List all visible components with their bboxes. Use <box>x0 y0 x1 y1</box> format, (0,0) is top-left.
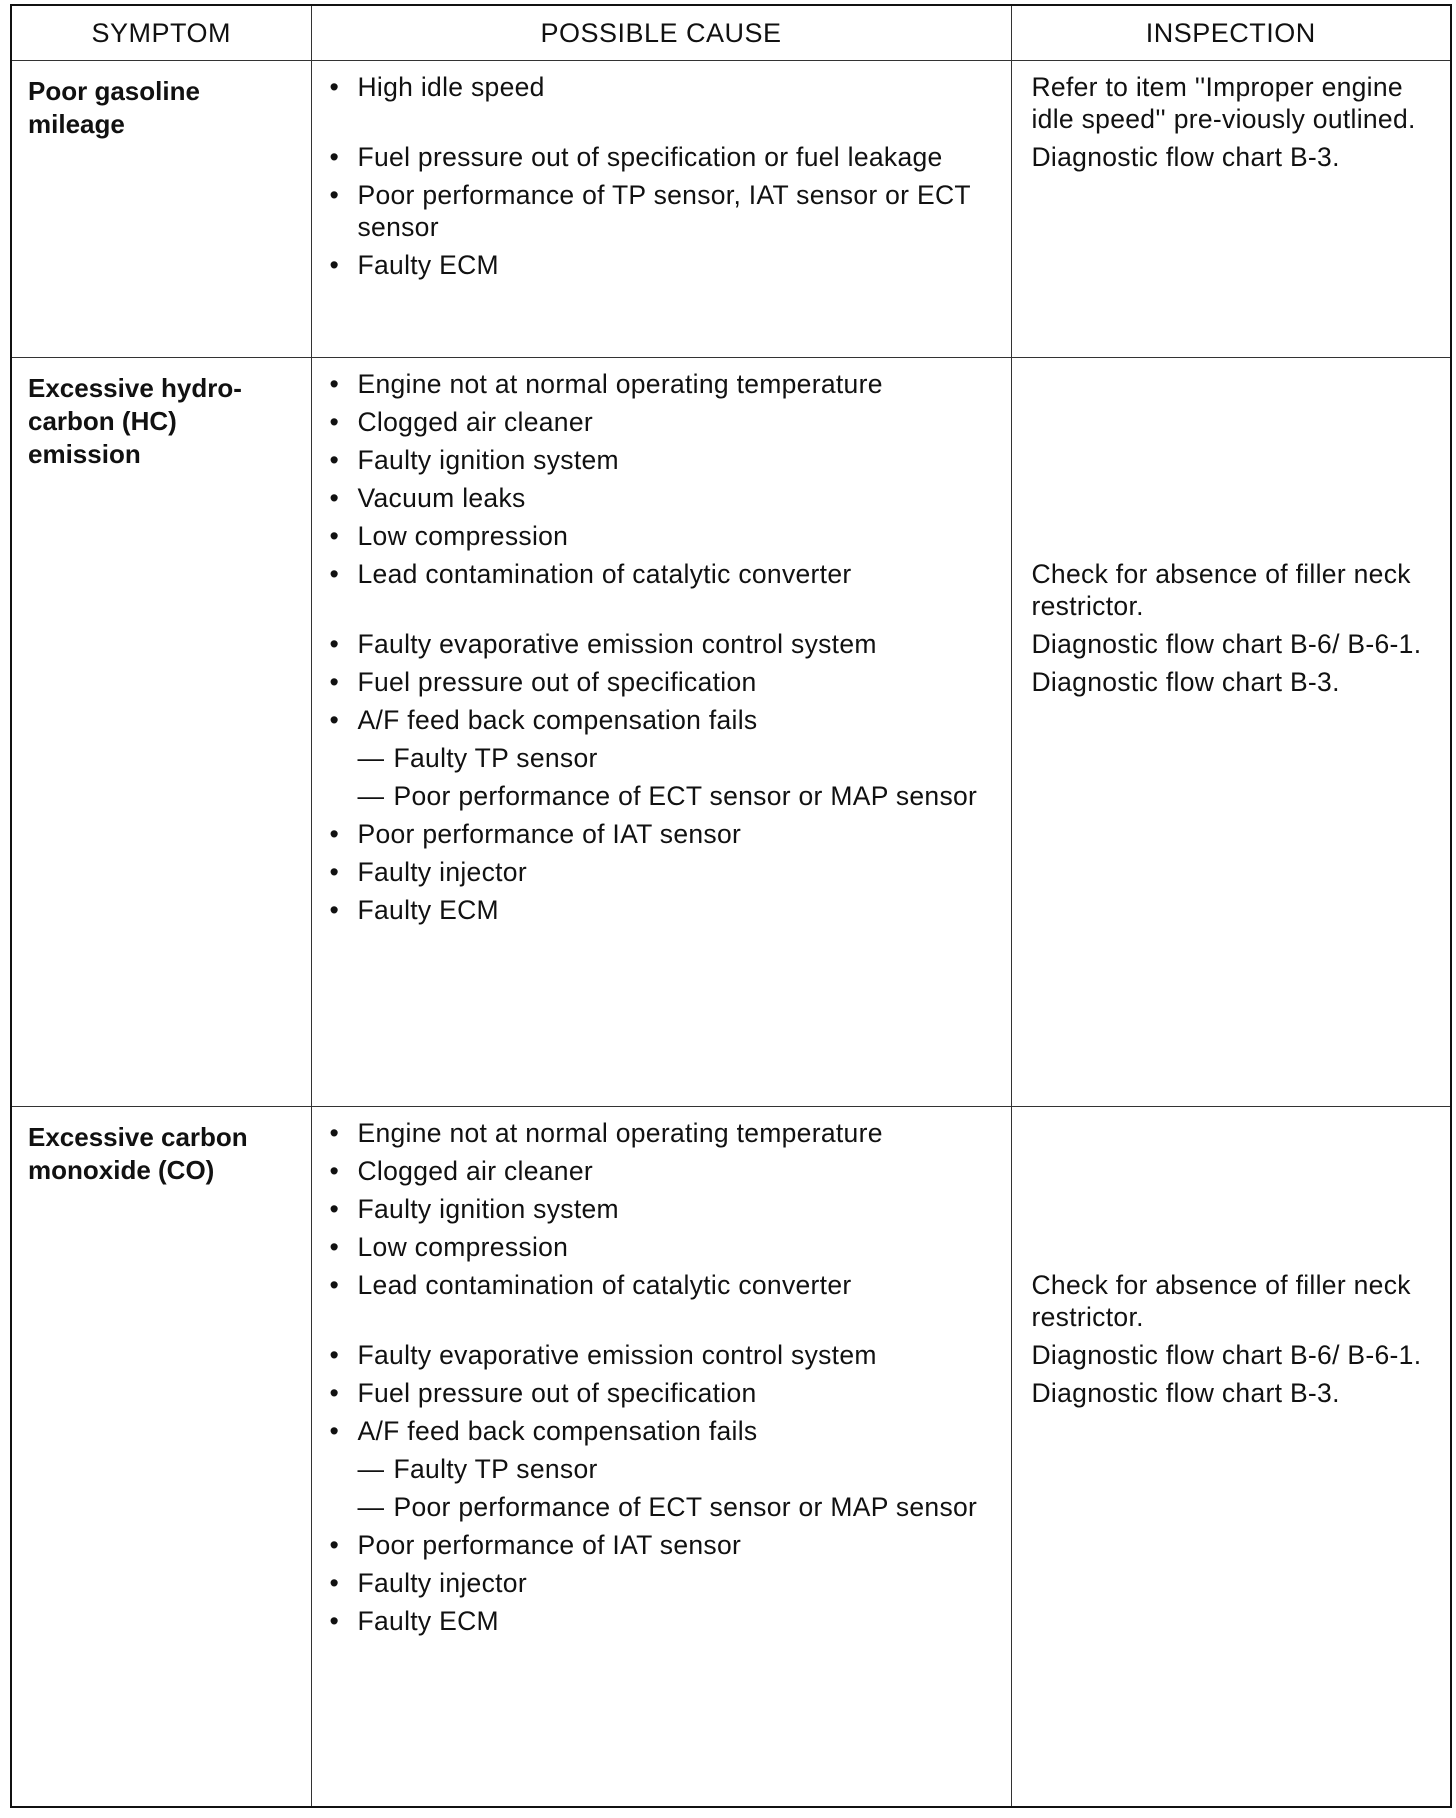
inspection-cell <box>1011 61 1451 358</box>
possible-cause-cell <box>311 358 1011 1107</box>
inspection-text: Diagnostic flow chart B-6/ B-6-1. <box>1031 1340 1422 1371</box>
inspection-text <box>1032 894 1443 926</box>
inspection-text <box>1032 780 1443 812</box>
dash-icon: — <box>357 743 385 774</box>
cause-text: Fuel pressure out of specification <box>357 1378 757 1409</box>
bullet-icon: • <box>329 1118 340 1149</box>
inspection-text <box>1032 1117 1443 1149</box>
bullet-icon: • <box>329 1232 340 1263</box>
bullet-icon: • <box>329 667 340 698</box>
cause-item <box>330 894 1001 926</box>
bullet-icon: • <box>329 407 340 438</box>
symptom-text: Excessive hydro-carbon (HC) emission <box>28 373 242 470</box>
inspection-text <box>1032 249 1443 281</box>
dash-icon: — <box>357 781 385 812</box>
inspection-text <box>1032 1529 1443 1561</box>
cause-item <box>330 628 1001 660</box>
inspection-text <box>1032 520 1443 552</box>
bullet-icon: • <box>329 180 340 210</box>
cause-text: Faulty evaporative emission control system <box>357 1340 877 1371</box>
symptom-text: Excessive carbon monoxide (CO) <box>28 1122 248 1186</box>
table-body <box>11 61 1451 1808</box>
inspection-text <box>1032 856 1443 888</box>
cause-item <box>330 1155 1001 1187</box>
dash-icon: — <box>357 1492 385 1523</box>
inspection-cell <box>1011 1107 1451 1807</box>
inspection-text <box>1032 1453 1443 1485</box>
cause-text: Faulty ignition system <box>357 1194 619 1225</box>
inspection-text <box>1032 1155 1443 1187</box>
inspection-text: Diagnostic flow chart B-3. <box>1031 667 1340 698</box>
bullet-icon: • <box>329 1606 340 1637</box>
cause-item <box>330 818 1001 850</box>
sub-cause-item <box>330 1453 1001 1485</box>
inspection-text <box>1032 818 1443 850</box>
inspection-text <box>1032 704 1443 736</box>
sub-cause-item <box>330 780 1001 812</box>
inspection-text <box>1032 1193 1443 1225</box>
cause-item <box>330 1269 1001 1333</box>
cause-item <box>330 1117 1001 1149</box>
inspection-text <box>1032 368 1443 400</box>
cause-item <box>330 1377 1001 1409</box>
cause-text: Faulty TP sensor <box>393 1454 598 1485</box>
cause-text: Faulty ECM <box>357 1606 499 1637</box>
cause-item <box>330 1529 1001 1561</box>
bullet-icon: • <box>329 142 340 172</box>
cause-text: Faulty ECM <box>357 250 499 280</box>
cause-item <box>330 558 1001 622</box>
inspection-cell <box>1011 358 1451 1107</box>
bullet-icon: • <box>329 1340 340 1371</box>
symptom-cell <box>11 358 311 1107</box>
inspection-text <box>1032 406 1443 438</box>
bullet-icon: • <box>329 1530 340 1561</box>
diagnosis-table-page <box>10 4 1450 1808</box>
cause-text: Poor performance of IAT sensor <box>357 819 742 850</box>
cause-item <box>330 666 1001 698</box>
cause-text: Faulty evaporative emission control system <box>357 629 877 660</box>
cause-text: Faulty injector <box>357 1568 527 1599</box>
cause-text: Faulty ignition system <box>357 445 619 476</box>
cause-text: Low compression <box>357 521 569 552</box>
cause-text: Poor performance of TP sensor, IAT sensor or ECT sensor <box>357 180 971 242</box>
cause-text: High idle speed <box>357 72 545 102</box>
possible-cause-cell <box>311 1107 1011 1807</box>
possible-cause-cell <box>311 61 1011 358</box>
dash-icon: — <box>357 1454 385 1485</box>
bullet-icon: • <box>329 1568 340 1599</box>
bullet-icon: • <box>329 629 340 660</box>
cause-item <box>330 71 1001 135</box>
cause-text: Poor performance of IAT sensor <box>357 1530 742 1561</box>
sub-cause-item <box>330 742 1001 774</box>
bullet-icon: • <box>329 857 340 888</box>
inspection-text <box>1032 742 1443 774</box>
header-possible-cause: POSSIBLE CAUSE <box>311 5 1011 61</box>
cause-text: Clogged air cleaner <box>357 407 594 438</box>
cause-text: Poor performance of ECT sensor or MAP sensor <box>393 1492 978 1523</box>
inspection-text <box>1032 444 1443 476</box>
inspection-text: Diagnostic flow chart B-3. <box>1031 1378 1340 1409</box>
inspection-text: Diagnostic flow chart B-6/ B-6-1. <box>1031 629 1422 660</box>
cause-text: Engine not at normal operating temperature <box>357 1118 883 1149</box>
inspection-text: Refer to item ''Improper engine idle speed'' pre-viously outlined. <box>1031 72 1416 134</box>
cause-item <box>330 1339 1001 1371</box>
cause-item <box>330 368 1001 400</box>
inspection-text <box>1032 1415 1443 1447</box>
cause-item <box>330 520 1001 552</box>
sub-cause-item <box>330 1491 1001 1523</box>
bullet-icon: • <box>329 250 340 280</box>
bullet-icon: • <box>329 369 340 400</box>
table-row <box>11 1107 1451 1807</box>
cause-item <box>330 1567 1001 1599</box>
cause-item <box>330 1193 1001 1225</box>
inspection-text: Check for absence of filler neck restrictor. <box>1031 1270 1411 1333</box>
header-inspection: INSPECTION <box>1011 5 1451 61</box>
header-row <box>11 5 1451 61</box>
inspection-text <box>1032 1605 1443 1637</box>
cause-item <box>330 482 1001 514</box>
bullet-icon: • <box>329 895 340 926</box>
cause-item <box>330 249 1001 281</box>
bullet-icon: • <box>329 1378 340 1409</box>
bullet-icon: • <box>329 819 340 850</box>
bullet-icon: • <box>329 72 340 102</box>
cause-text: A/F feed back compensation fails <box>357 1416 758 1447</box>
cause-item <box>330 1415 1001 1447</box>
bullet-icon: • <box>329 1156 340 1187</box>
cause-text: Poor performance of ECT sensor or MAP sensor <box>393 781 978 812</box>
bullet-icon: • <box>329 1416 340 1447</box>
inspection-text <box>1032 1231 1443 1263</box>
cause-text: Engine not at normal operating temperature <box>357 369 883 400</box>
cause-text: Fuel pressure out of specification <box>357 667 757 698</box>
cause-text: Low compression <box>357 1232 569 1263</box>
cause-text: A/F feed back compensation fails <box>357 705 758 736</box>
inspection-text: Check for absence of filler neck restrictor. <box>1031 559 1411 622</box>
cause-item <box>330 1231 1001 1263</box>
cause-item <box>330 1605 1001 1637</box>
header-symptom: SYMPTOM <box>11 5 311 61</box>
bullet-icon: • <box>329 705 340 736</box>
cause-text: Vacuum leaks <box>357 483 526 514</box>
bullet-icon: • <box>329 521 340 552</box>
cause-text: Lead contamination of catalytic converter <box>357 1270 852 1301</box>
symptom-cell <box>11 61 311 358</box>
cause-text: Lead contamination of catalytic converter <box>357 559 852 590</box>
cause-item <box>330 704 1001 736</box>
bullet-icon: • <box>329 559 340 590</box>
bullet-icon: • <box>329 445 340 476</box>
table-row <box>11 61 1451 358</box>
cause-item <box>330 141 1001 173</box>
inspection-text <box>1032 482 1443 514</box>
cause-text: Faulty ECM <box>357 895 499 926</box>
cause-text: Fuel pressure out of specification or fuel leakage <box>357 142 943 172</box>
inspection-text <box>1032 1567 1443 1599</box>
symptom-cell <box>11 1107 311 1807</box>
inspection-text: Diagnostic flow chart B-3. <box>1031 142 1340 172</box>
bullet-icon: • <box>329 1194 340 1225</box>
table-row <box>11 358 1451 1107</box>
cause-text: Faulty injector <box>357 857 527 888</box>
bullet-icon: • <box>329 483 340 514</box>
cause-item <box>330 179 1001 243</box>
cause-text: Clogged air cleaner <box>357 1156 594 1187</box>
inspection-text <box>1032 179 1443 243</box>
cause-item <box>330 406 1001 438</box>
inspection-text <box>1032 1491 1443 1523</box>
bullet-icon: • <box>329 1270 340 1301</box>
diagnosis-table <box>10 4 1452 1808</box>
cause-text: Faulty TP sensor <box>393 743 598 774</box>
cause-item <box>330 856 1001 888</box>
cause-item <box>330 444 1001 476</box>
symptom-text: Poor gasoline mileage <box>28 76 200 139</box>
